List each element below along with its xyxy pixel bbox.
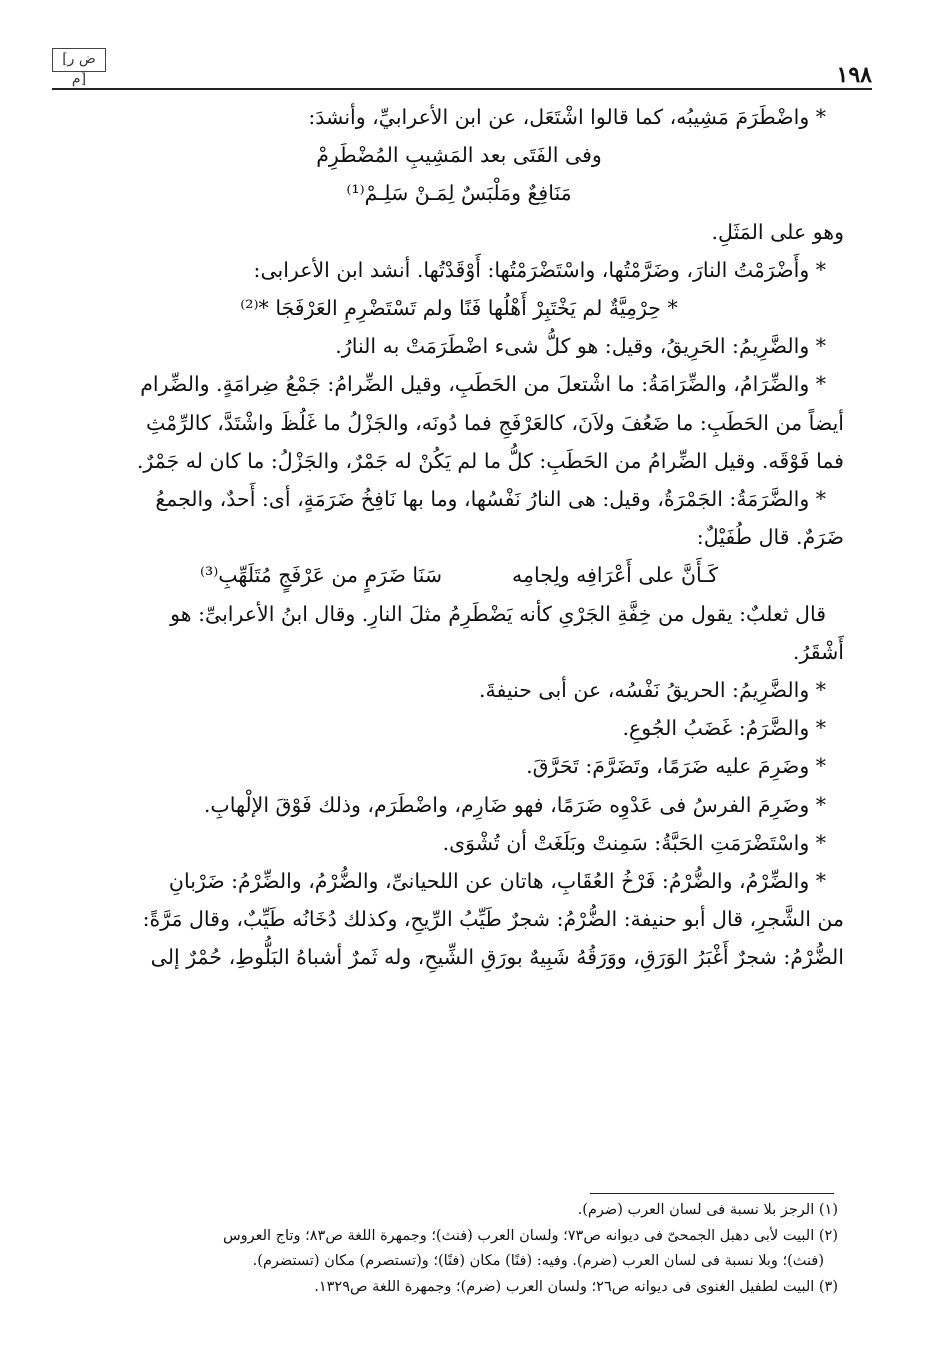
verse-line: مَنَافِعٌ ومَلْبَسٌ لِمَـنْ سَلِـمْ⁽¹⁾ bbox=[346, 181, 572, 206]
footnote: (١) الرجز بلا نسبة فى لسان العرب (ضرم). bbox=[577, 1202, 838, 1218]
footnote-continuation: (فنث)؛ وبلا نسبة فى لسان العرب (ضرم). وفيه: (فنًا) مكان (فنًا)؛ و(تستصرم) مكان (تستضرم). bbox=[252, 1253, 824, 1269]
verse-hemistich-second: سَنَا ضَرَمٍ من عَرْفَجٍ مُتَلَهِّبِ⁽³⁾ bbox=[199, 563, 443, 588]
text-line: أيضاً من الحَطَبِ: ما ضَعُفَ ولاَنَ، كالعَرْفَجِ فما دُونَه، والجَزْلُ ما غَلُظَ واشْتَدَّ، كالرِّمْثِ bbox=[146, 410, 844, 435]
text-line: * وأَضْرَمْتُ النارَ، وضَرَّمْتُها، واسْتَضْرَمْتُها: أَوْقَدْتُها. أنشد ابن الأعرابى: bbox=[253, 257, 826, 282]
verse-hemistich-first: كَـأَنَّ على أَعْرَافِه ولِجامِه bbox=[512, 563, 719, 588]
verse-line: وفى الفَتَى بعد المَشِيبِ المُضْطَرِمْ bbox=[316, 143, 602, 168]
text-line: * والضَّرِيمُ: الحريقُ نَفْسُه، عن أبى حنيفةَ. bbox=[478, 678, 826, 703]
text-line: قال ثعلبٌ: يقول من خِفَّةِ الجَرْىِ كأنه يَضْطَرِمُ مثلَ النارِ. وقال ابنُ الأعرابىِّ: هو bbox=[170, 601, 826, 626]
text-line: أَشْقَرُ. bbox=[792, 639, 844, 664]
text-line: وهو على المَثَلِ. bbox=[711, 219, 844, 244]
main-text bbox=[74, 98, 844, 977]
text-line: * واضْطَرَمَ مَشِيبُه، كما قالوا اشْتَعَل، عن ابن الأعرابيِّ، وأنشدَ: bbox=[308, 105, 826, 129]
text-line: * والضِّرَامُ، والضِّرَامَةُ: ما اشْتعلَ من الحَطَبِ، وقيل الضِّرامُ: جَمْعُ ضِرامَةٍ. والضِّرام bbox=[140, 372, 826, 397]
verse-couplet bbox=[74, 556, 844, 594]
text-line: فما فَوْقَه. وقيل الضِّرامُ من الحَطَبِ: كلُّ ما لم يَكُنْ له جَمْرٌ، والجَزْلُ: ما كان له جَمْرٌ. bbox=[136, 448, 844, 473]
footnotes-rule bbox=[590, 1193, 834, 1194]
footnote: (٣) البيت لطفيل الغنوى فى ديوانه ص٢٦؛ ولسان العرب (ضرم)؛ وجمهرة اللغة ص١٣٢٩. bbox=[314, 1278, 838, 1295]
text-line: * وضَرِمَ الفرسُ فى عَدْوِه ضَرَمًا، فهو ضَارِم، واضْطَرَم، وذلك فَوْقَ الإلْهابِ. bbox=[203, 792, 826, 817]
footnote: (٢) البيت لأبى دهبل الجمحىّ فى ديوانه ص٧٣؛ ولسان العرب (فنث)؛ وجمهرة اللغة ص٨٣؛ وتاج العروس bbox=[222, 1227, 838, 1244]
text-line: * والضَّرَمُ: غَضَبُ الجُوعِ. bbox=[622, 716, 826, 741]
text-line: * وضَرِمَ عليه ضَرَمًا، وتَضَرَّمَ: تَحَرَّقَ. bbox=[526, 754, 826, 779]
text-line: الضُّرْمُ: شجرٌ أَغْبَرُ الوَرَقِ، ووَرَقُهُ شَبِيهٌ بورَقِ الشِّيحِ، وله ثَمرٌ أشباهُ البَلُّوطِ، حُمْرٌ إلى bbox=[150, 945, 844, 970]
text-line: * والضَّرِيمُ: الحَرِيقُ، وقيل: هو كلُّ شىء اضْطَرَمَتْ به النارُ. bbox=[335, 334, 826, 359]
text-line: * والضِّرْمُ، والضُّرْمُ: فَرْخُ العُقَابِ، هاتان عن اللحيانىِّ، والضُّرْمُ، والضِّرْمُ: ضَرْبانِ bbox=[168, 869, 826, 894]
text-line: من الشَّجرِ، قال أبو حنيفة: الضُّرْمُ: شجرٌ طَيِّبُ الرِّيحِ، وكذلك دُخَانُه طَيِّبٌ، وقال مَرَّةً: bbox=[142, 907, 844, 932]
verse-line: * حِرْمِيَّةٌ لم يَخْتَبِرْ أَهْلُها فَنًا ولم تَسْتَضْرِمِ العَرْفَجَا *⁽²⁾ bbox=[240, 296, 678, 321]
text-line: * والضَّرَمَةُ: الجَمْرَةُ، وقيل: هى النارُ نَفْسُها، وما بها نَافِخُ ضَرَمَةٍ، أى: أَحدٌ، والجمعُ bbox=[155, 487, 826, 512]
page-number: ١٩٨ bbox=[836, 62, 872, 88]
entry-root-tag: [ض ر م] bbox=[52, 48, 106, 72]
text-line: ضَرَمٌ. قال طُفَيْلٌ: bbox=[696, 525, 844, 550]
footnotes bbox=[80, 1198, 838, 1300]
header-rule bbox=[52, 88, 872, 90]
text-line: * واسْتَضْرَمَتِ الحَبَّةُ: سَمِنتْ وبَلَغَتْ أن تُشْوَى. bbox=[442, 830, 826, 855]
